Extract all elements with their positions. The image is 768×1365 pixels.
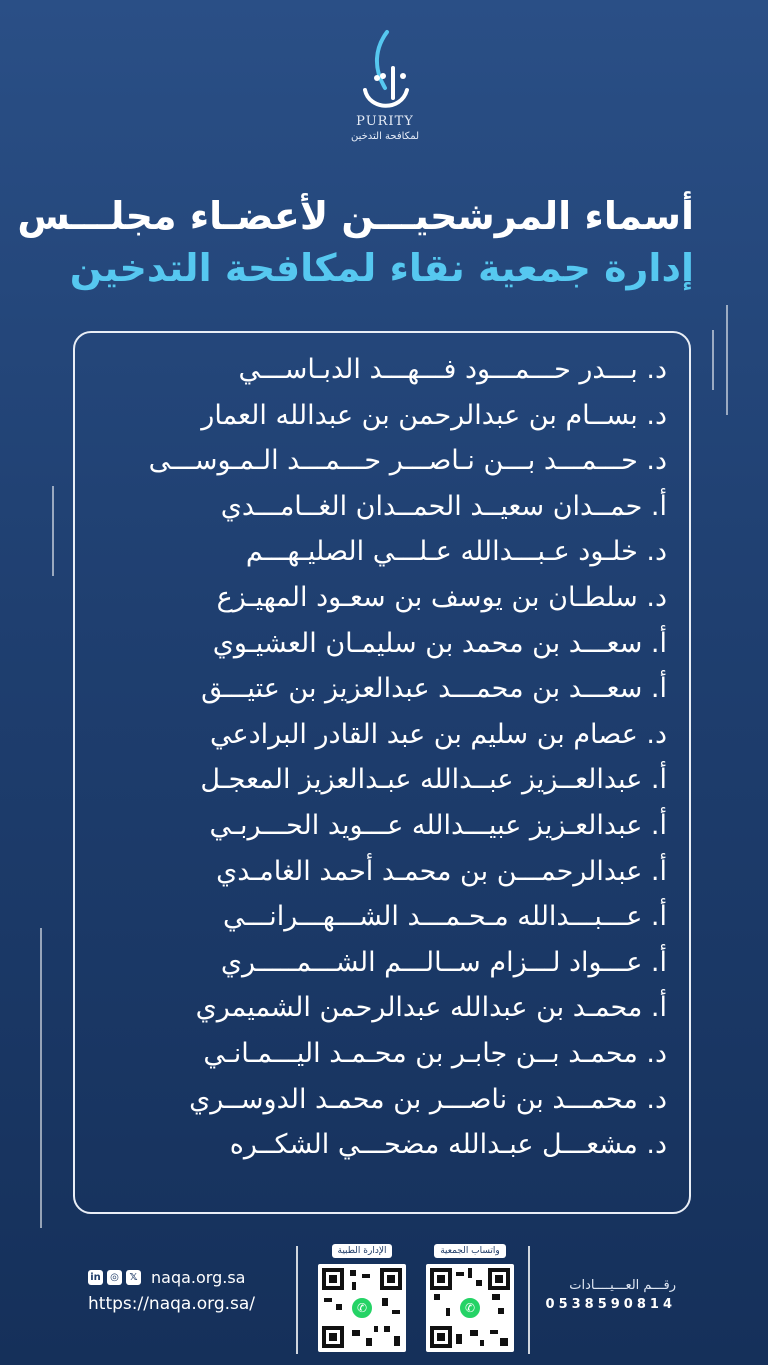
list-item: أ. محمـد بن عبدالله عبدالرحمن الشميمري (195, 992, 667, 1024)
x-icon[interactable]: 𝕏 (126, 1270, 141, 1285)
footer (0, 1238, 768, 1358)
list-item: أ. عـــبـــدالله مـحـمـــد الشـــهـــرانـــي (223, 901, 667, 933)
list-item: د. مشعـــل عبـدالله مضحـــي الشكــره (229, 1129, 667, 1161)
candidates-panel (73, 331, 691, 1214)
list-item: د. محمـد بــن جابـر بن محـمـد اليـــمـانـي (203, 1037, 667, 1069)
logo (330, 28, 440, 158)
decor-line-right-mid (712, 330, 714, 390)
whatsapp-icon: ✆ (350, 1296, 374, 1320)
list-item: أ. سعـــد بن محمد بن سليمـان العشيـوي (212, 627, 667, 659)
footer-divider-left (296, 1246, 298, 1354)
decor-line-left-bottom (40, 928, 42, 1228)
social-links (88, 1268, 245, 1287)
instagram-icon[interactable]: ◎ (107, 1270, 122, 1285)
list-item: د. حـــمـــد بـــن نـاصـــر حـــمـــد الـمـوســـى (148, 445, 667, 477)
list-item: د. محمـــد بن ناصـــر بن محمـد الدوســري (189, 1083, 667, 1115)
clinic-label: رقـــم العـــيــــادات (569, 1278, 676, 1293)
list-item: أ. سعـــد بن محمـــد عبدالعزيز بن عتيـــق (201, 673, 667, 705)
list-item: د. خلـود عـبـــدالله عـلـــي الصليـهـــم (245, 536, 667, 568)
qr-code-icon[interactable] (426, 1264, 514, 1352)
page-title (17, 190, 694, 294)
qr-medical[interactable] (316, 1238, 408, 1352)
logo-subtitle: لمكافحة التدخين (350, 131, 420, 142)
list-item: أ. عبدالعـزيز عبيـــدالله عـــويد الحـــربـي (209, 809, 667, 841)
list-item: د. عصام بن سليم بن عبد القادر البرادعي (210, 718, 667, 750)
footer-divider-right (528, 1246, 530, 1354)
list-item: أ. عبدالرحمـــن بن محمـد أحمد الغامـدي (216, 855, 667, 887)
list-item: أ. عـــواد لـــزام ســالـــم الشـــمـــــري (220, 946, 667, 978)
decor-line-right-top (726, 305, 728, 415)
clinic-contact (546, 1278, 676, 1312)
whatsapp-icon: ✆ (458, 1296, 482, 1320)
logo-english: PURITY (356, 114, 414, 129)
list-item: د. سلطـان بن يوسف بن سعـود المهيـزع (216, 581, 667, 613)
decor-line-left-top (52, 486, 54, 576)
linkedin-icon[interactable]: in (88, 1270, 103, 1285)
list-item: أ. حمــدان سعيــد الحمــدان الغــامـــدي (220, 490, 667, 522)
qr-whatsapp-label: واتساب الجمعية (434, 1244, 506, 1258)
list-item: د. بســام بن عبدالرحمن بن عبدالله العمار (201, 399, 667, 431)
list-item: د. بـــدر حـــمـــود فـــهـــد الدبـاســـي (238, 354, 667, 385)
qr-medical-label: الإدارة الطبية (332, 1244, 393, 1258)
list-item: أ. عبدالعــزيز عبــدالله عبـدالعزيز المعجـل (200, 764, 667, 796)
clinic-number[interactable]: 0538590814 (545, 1297, 676, 1312)
title-line-1: أسماء المرشحيـــن لأعضـاء مجلـــس (17, 194, 694, 238)
logo-mark-icon (345, 28, 425, 118)
title-line-2: إدارة جمعية نقاء لمكافحة التدخين (69, 246, 694, 290)
qr-whatsapp[interactable] (424, 1238, 516, 1352)
qr-code-icon[interactable] (318, 1264, 406, 1352)
site-url-link[interactable]: https://naqa.org.sa/ (88, 1294, 256, 1314)
candidates-list (87, 347, 667, 1168)
site-short-link[interactable]: naqa.org.sa (151, 1268, 246, 1287)
